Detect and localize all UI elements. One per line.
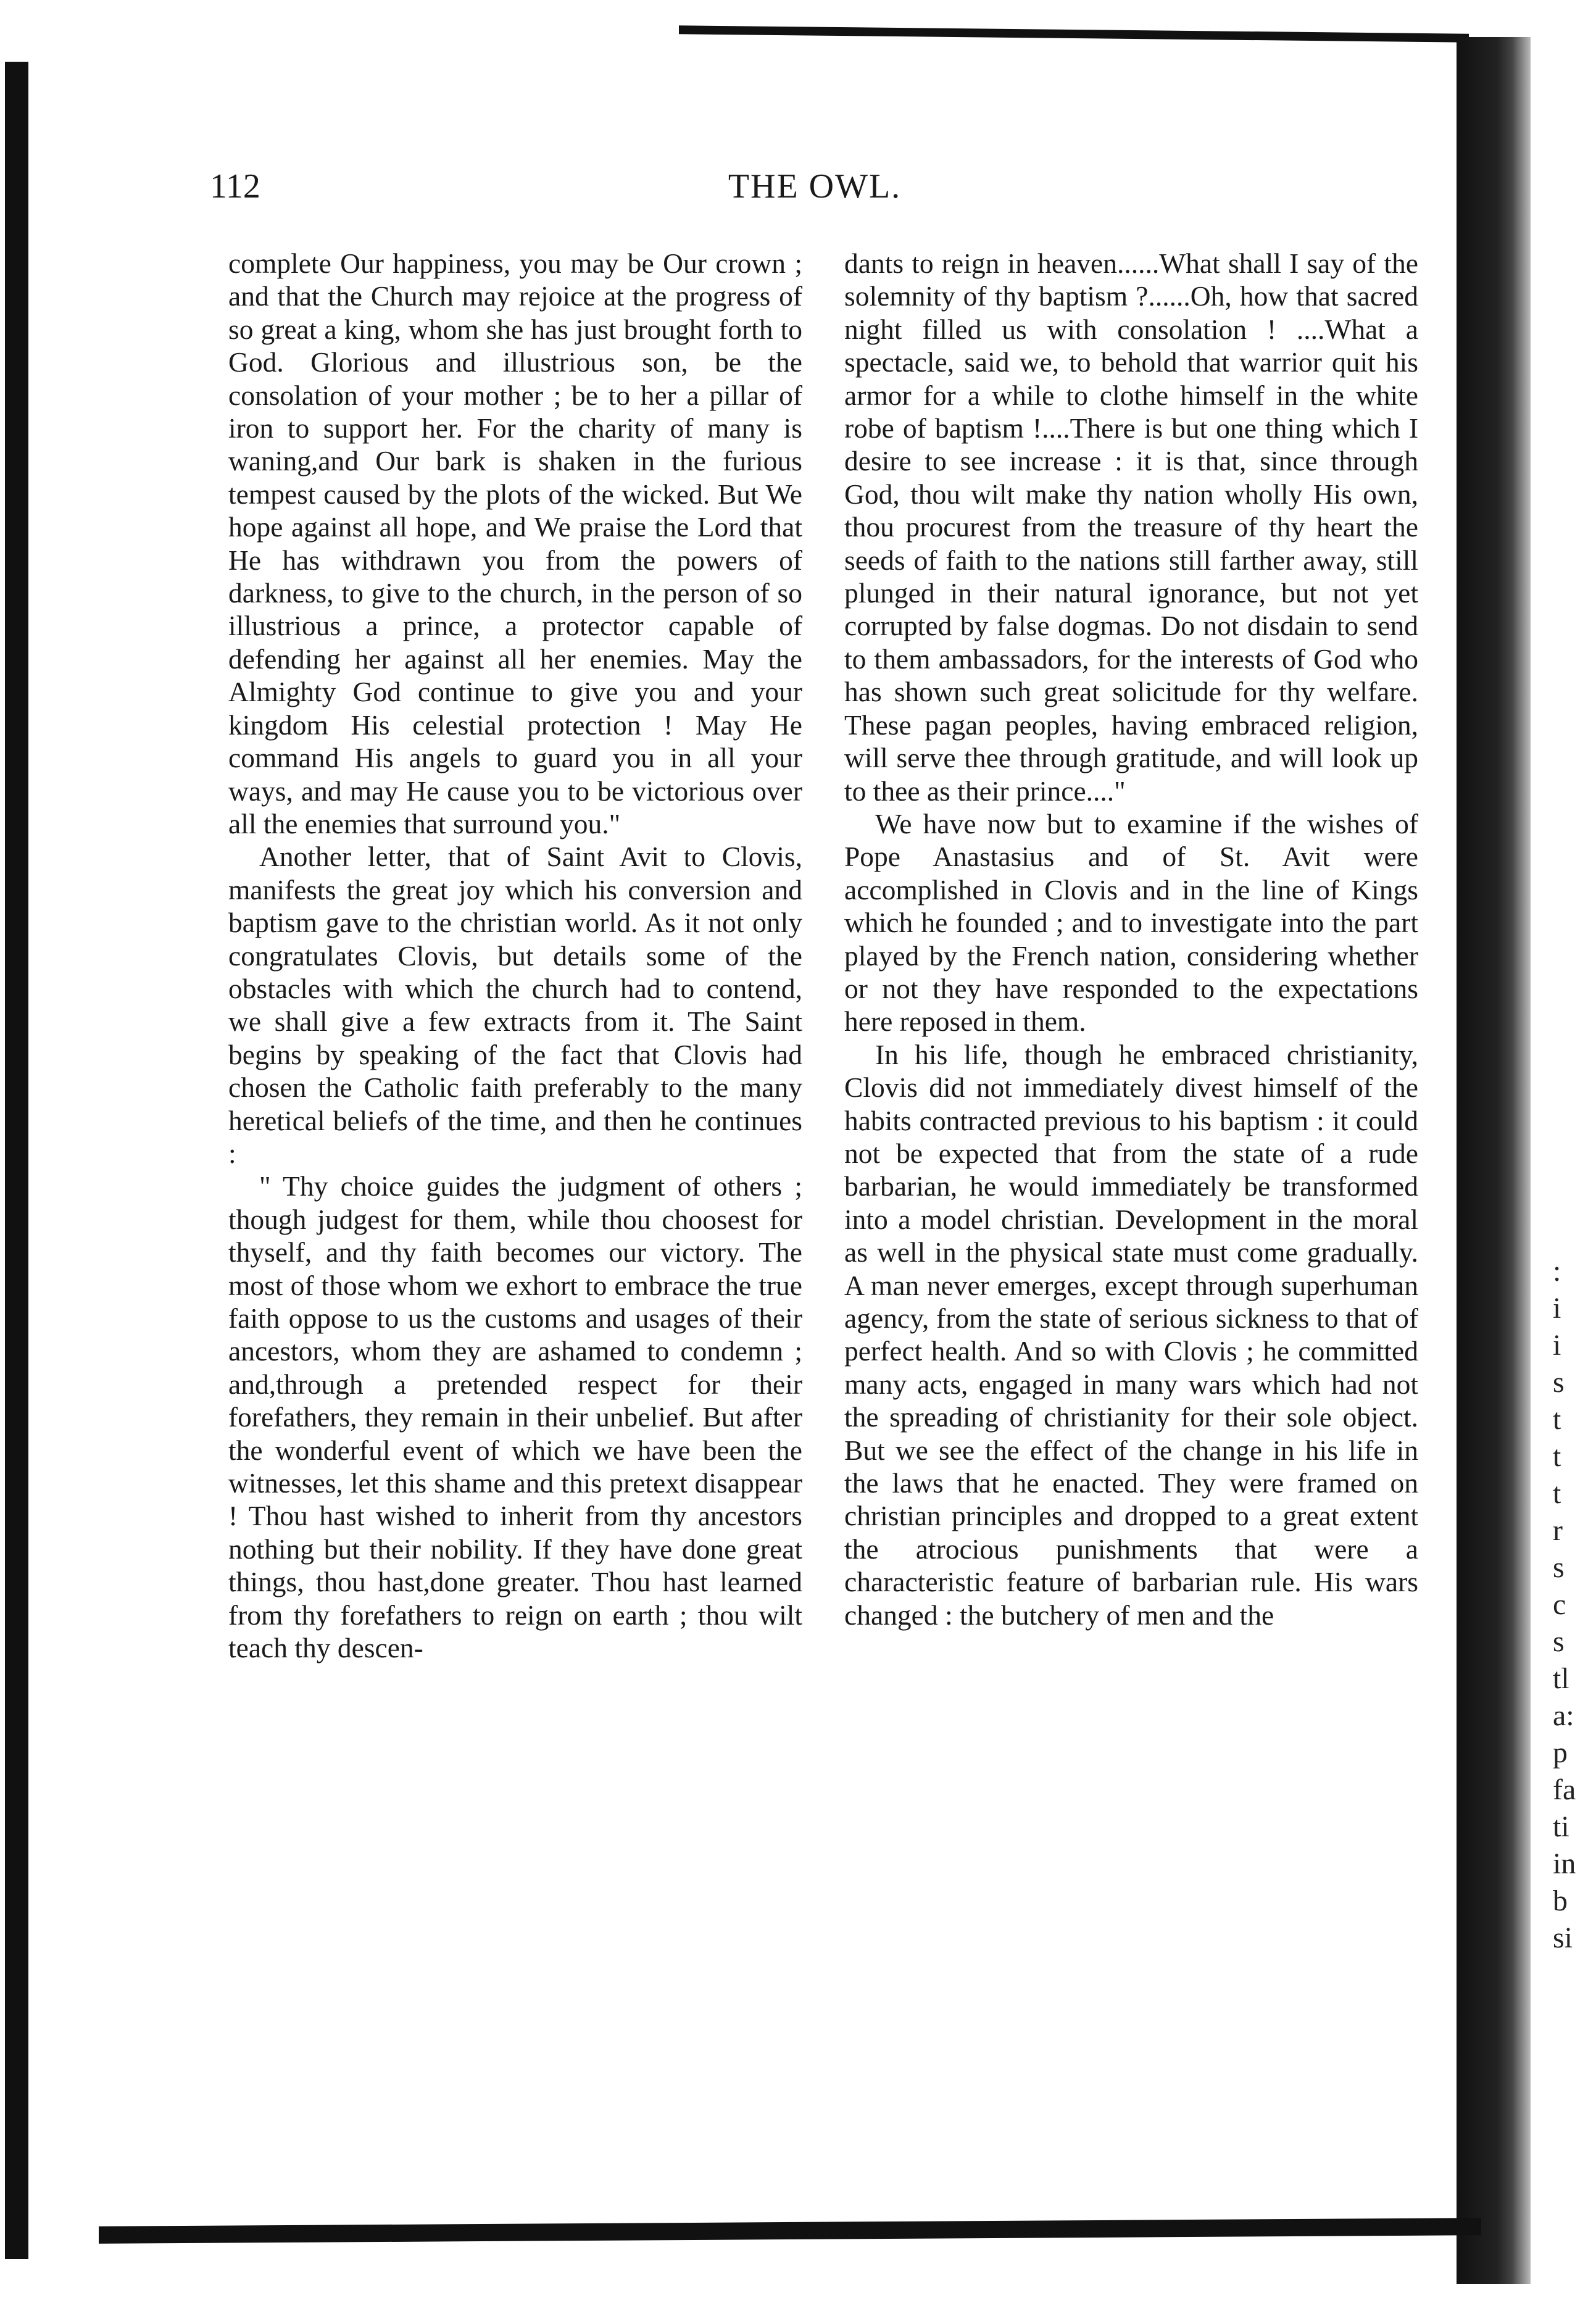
edge-fragment: fa: [1553, 1773, 1576, 1806]
edge-fragment: i: [1553, 1329, 1561, 1362]
edge-fragment: r: [1553, 1514, 1563, 1547]
edge-fragment: :: [1553, 1255, 1561, 1288]
left-column: [228, 247, 802, 1664]
page-header: [210, 167, 1419, 216]
edge-fragment: t: [1553, 1477, 1561, 1510]
edge-fragment: s: [1553, 1625, 1565, 1658]
adjacent-page-fragments: [1553, 1253, 1596, 1957]
edge-fragment: s: [1553, 1366, 1565, 1399]
paragraph: " Thy choice guides the judgment of others ; though judgest for them, while thou choosest for thyself, and thy faith becomes our victory. The most of those whom we exhort to embrace the true faith oppose to us the customs and usages of their ancestors, whom they are ashamed to condemn ; and,through a pretended respect for their forefathers, they remain in their unbelief. But after the wonderful event of which we have been the witnesses, let this shame and this pretext disappear ! Thou hast wished to inherit from thy ancestors nothing but their nobility. If they have done great things, thou hast,done greater. Thou hast learned from thy forefathers to reign on earth ; thou wilt teach thy descen-: [228, 1170, 802, 1664]
edge-fragment: s: [1553, 1551, 1565, 1584]
paragraph: In his life, though he embraced christianity, Clovis did not immediately divest himself of the habits contracted previous to his baptism : it could not be expected that from the state of a rude barbarian, he would immediately be transformed into a model christian. Development in the moral as well in the physical state must come gradually. A man never emerges, except through superhuman agency, from the state of serious sickness to that of perfect health. And so with Clovis ; he committed many acts, engaged in many wars which had not the spreading of christianity for their sole object. But we see the effect of the change in his life in the laws that he enacted. They were framed on christian principles and dropped to a great extent the atrocious punishments that were a characteristic feature of barbarian rule. His wars changed : the butchery of men and the: [844, 1038, 1418, 1631]
right-column: [844, 247, 1418, 1631]
scan-binding-shadow-right: [1457, 37, 1531, 2284]
edge-fragment: a:: [1553, 1699, 1574, 1732]
scan-binding-shadow-left: [5, 62, 28, 2259]
paragraph: dants to reign in heaven......What shall I say of the solemnity of thy baptism ?......Oh, how that sacred night filled us with consolation ! ....What a spectacle, said we, to behold that warrior quit his armor for a while to clothe himself in the white robe of baptism !....There is but one thing which I desire to see increase : it is that, since through God, thou wilt make thy nation wholly His own, thou procurest from the treasure of thy heart the seeds of faith to the nations still farther away, still plunged in their natural ignorance, but not yet corrupted by false dogmas. Do not disdain to send to them ambassadors, for the interests of God who has shown such great solicitude for thy welfare. These pagan peoples, having embraced religion, will serve thee through gratitude, and will look up to thee as their prince....": [844, 248, 1418, 807]
edge-fragment: p: [1553, 1736, 1568, 1769]
scan-edge-bottom: [99, 2218, 1481, 2244]
edge-fragment: ti: [1553, 1810, 1569, 1843]
edge-fragment: t: [1553, 1440, 1561, 1473]
edge-fragment: i: [1553, 1292, 1561, 1325]
paragraph: Another letter, that of Saint Avit to Clovis, manifests the great joy which his conversion and baptism gave to the christian world. As it not only congratulates Clovis, but details some of the obstacles with which the church had to contend, we shall give a few extracts from it. The Saint begins by speaking of the fact that Clovis had chosen the Catholic faith preferably to the many heretical beliefs of the time, and then he continues :: [228, 841, 802, 1169]
scan-edge-top: [679, 25, 1469, 42]
running-title: THE OWL.: [728, 167, 902, 206]
edge-fragment: in: [1553, 1847, 1576, 1880]
edge-fragment: si: [1553, 1922, 1573, 1954]
page-number: 112: [210, 167, 260, 206]
paragraph: We have now but to examine if the wishes of Pope Anastasius and of St. Avit were accomplished in Clovis and in the line of Kings which he founded ; and to investigate into the part played by the French nation, considering whether or not they have responded to the expectations here reposed in them.: [844, 807, 1418, 1038]
edge-fragment: b: [1553, 1884, 1568, 1917]
edge-fragment: tl: [1553, 1662, 1569, 1695]
paragraph: complete Our happiness, you may be Our crown ; and that the Church may rejoice at the progress of so great a king, whom she has just brought forth to God. Glorious and illustrious son, be the consolation of your mother ; be to her a pillar of iron to support her. For the charity of many is waning,and Our bark is shaken in the furious tempest caused by the plots of the wicked. But We hope against all hope, and We praise the Lord that He has withdrawn you from the powers of darkness, to give to the church, in the person of so illustrious a prince, a protector capable of defending her against all her enemies. May the Almighty God continue to give you and your kingdom His celestial protection ! May He command His angels to guard you in all your ways, and may He cause you to be victorious over all the enemies that surround you.": [228, 248, 802, 839]
edge-fragment: c: [1553, 1588, 1566, 1621]
edge-fragment: t: [1553, 1403, 1561, 1436]
